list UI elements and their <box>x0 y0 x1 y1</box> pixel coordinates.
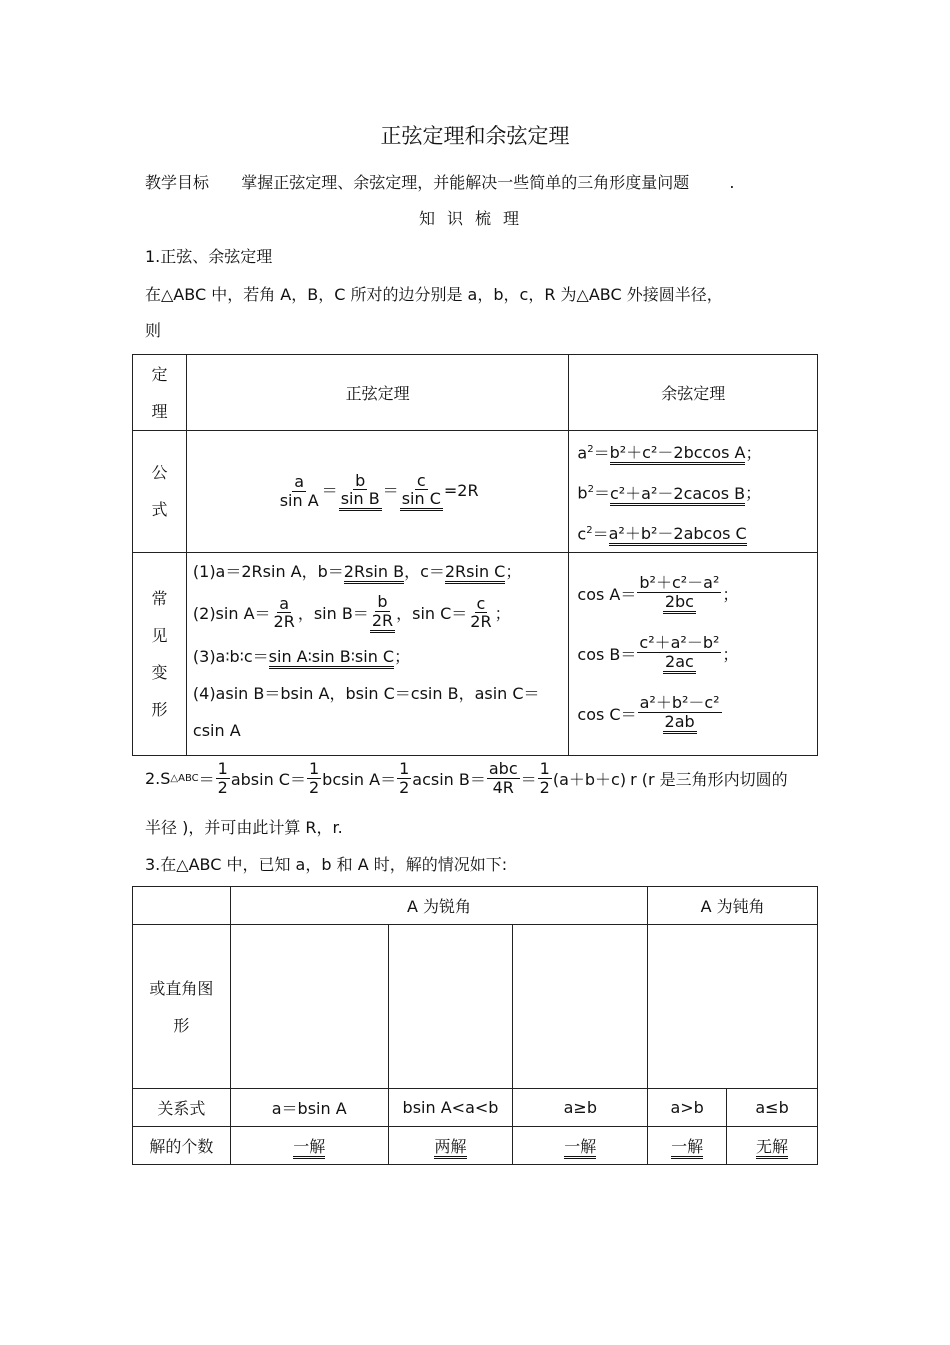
vtext-char: 形 <box>151 699 168 719</box>
relation-cell: a≤b <box>727 1089 818 1127</box>
area-formula: 2.S △ABC ＝ $\frac{1}{2}$ absin C＝ $\frac{1}{2}$ bcsin A＝ $\frac{1}{2}$ acsin B＝ $\frac{\text{abc}}{4R}$ ＝ $\frac{1}{2}$ (a＋b＋c) r (r 是三角形内切圆的 <box>145 758 788 797</box>
sine-header: 正弦定理 <box>186 355 569 431</box>
relation-cell: bsin A<a<b <box>388 1089 513 1127</box>
table-row <box>133 355 818 431</box>
area-formula-line2: 半径 )，并可由此计算 R，r. <box>145 818 343 837</box>
variant-1: (1)a＝2Rsin A，b＝2Rsin B，c＝2Rsin C； <box>193 557 569 587</box>
vtext-char: 常 <box>151 588 168 608</box>
cos-variant-b: cos B＝ $\frac{\text{c²＋a²－b²}}{2ac}$ ； <box>577 624 817 684</box>
objective-label: 教学目标 <box>145 173 210 192</box>
vtext-char: 见 <box>151 625 168 645</box>
relation-cell: a＝bsin A <box>230 1089 388 1127</box>
cosine-header: 余弦定理 <box>569 355 818 431</box>
formula-label-cell <box>133 431 187 553</box>
vtext-char: 公 <box>151 463 168 483</box>
count-cell: 一解 <box>648 1127 727 1165</box>
sine-formula: $\frac{a}{\text{sin A}}$ ＝ $\frac{b}{\text{sin B}}$ ＝ $\frac{c}{\text{sin C}}$ =2R <box>186 431 569 553</box>
figure-cell <box>230 925 388 1089</box>
variant-3: (3)a∶b∶c＝sin A∶sin B∶sin C； <box>193 639 569 675</box>
section1-intro-end: 则 <box>145 321 162 340</box>
count-cell: 无解 <box>727 1127 818 1165</box>
figure-cell <box>648 925 818 1089</box>
cosine-formulas <box>569 431 818 553</box>
table-row <box>133 1089 818 1127</box>
page-title: 正弦定理和余弦定理 <box>380 124 570 148</box>
theorem-table <box>132 354 818 756</box>
variant-4: (4)asin B＝bsin A，bsin C＝csin B，asin C＝ csin A <box>192 683 540 740</box>
frac-c-sinC: $\frac{c}{\text{sin C}}$ <box>400 472 443 511</box>
section1-intro: 在△ABC 中，若角 A，B，C 所对的边分别是 a，b，c，R 为△ABC 外接圆半径， <box>145 285 723 304</box>
obtuse-header: A 为钝角 <box>648 887 818 925</box>
relation-label: 关系式 <box>133 1089 231 1127</box>
objective-line <box>145 170 735 193</box>
table-row <box>133 887 818 925</box>
cosine-formula-c: $c^2=a^2+b^2-2abcos$ C <box>577 512 817 552</box>
table-row <box>133 925 818 1089</box>
cos-variant-c: cos C＝ $\frac{\text{a²＋b²－c²}}{2ab}$ <box>577 684 817 744</box>
figure-cell <box>513 925 648 1089</box>
objective-text: 掌握正弦定理、余弦定理，并能解决一些简单的三角形度量问题 <box>241 173 690 192</box>
section1-heading: 1.正弦、余弦定理 <box>145 247 273 266</box>
relation-cell: a≥b <box>513 1089 648 1127</box>
cosine-formula-a: $a^2=b^2+c^2-2bccos$ A； <box>577 431 817 471</box>
frac-b-sinB: $\frac{b}{\text{sin B}}$ <box>339 472 382 511</box>
count-cell: 两解 <box>388 1127 513 1165</box>
header-cell <box>133 355 187 431</box>
table-row <box>133 552 818 755</box>
section3-heading: 3.在△ABC 中，已知 a，b 和 A 时，解的情况如下: <box>145 855 508 874</box>
empty-cell <box>133 887 231 925</box>
vtext-char: 变 <box>151 662 168 682</box>
figure-label: 或直角图 形 <box>133 925 231 1089</box>
objective-dot: . <box>729 173 735 192</box>
count-cell: 一解 <box>513 1127 648 1165</box>
section-heading: 知识梳理 <box>418 209 531 228</box>
sine-variants <box>186 552 569 755</box>
cosine-formula-b: $b^2=c^2+a^2-2cacos$ B； <box>577 471 817 511</box>
frac-a-sinA: $\frac{a}{\text{sin A}}$ <box>279 472 319 510</box>
relation-cell: a>b <box>648 1089 727 1127</box>
count-cell: 一解 <box>230 1127 388 1165</box>
acute-header: A 为锐角 <box>230 887 647 925</box>
cosine-variants <box>569 552 818 755</box>
cos-variant-a: cos A＝ $\frac{\text{b²＋c²－a²}}{2bc}$ ； <box>577 564 817 624</box>
count-label: 解的个数 <box>133 1127 231 1165</box>
variants-label-cell <box>133 552 187 755</box>
vtext-char: 式 <box>151 500 168 520</box>
table-row <box>133 431 818 553</box>
table-row <box>133 1127 818 1165</box>
vtext-char: 定 <box>151 364 168 384</box>
solutions-table <box>132 886 818 1165</box>
variant-2: (2)sin A＝ $\frac{a}{2R}$ ，sin B＝ $\frac{b}{2R}$ ，sin C＝ $\frac{c}{2R}$ ； <box>192 592 511 632</box>
vtext-char: 理 <box>151 401 168 421</box>
figure-cell <box>388 925 513 1089</box>
